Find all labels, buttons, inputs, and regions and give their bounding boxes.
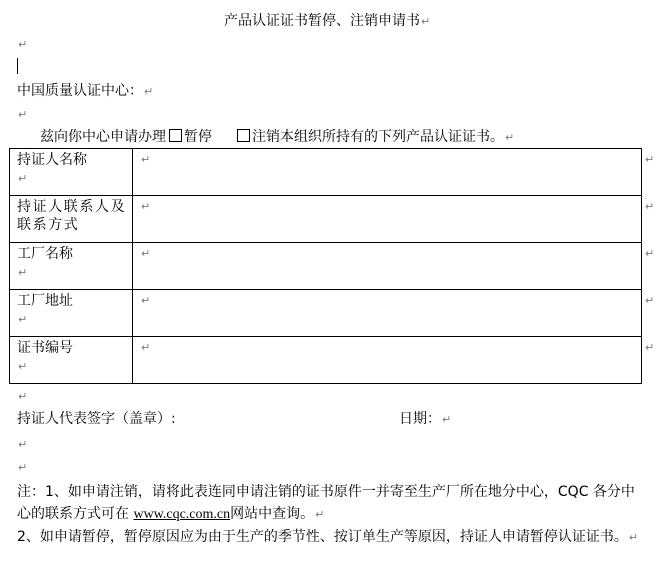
factory-name-label: 工厂名称	[17, 246, 73, 262]
certificate-number-label-cell	[10, 337, 133, 384]
paragraph-mark-icon	[18, 313, 27, 326]
request-line	[40, 128, 514, 147]
table-row	[10, 149, 642, 196]
table-row	[10, 196, 642, 243]
paragraph-mark-icon	[18, 172, 27, 185]
blank-line	[17, 387, 27, 406]
paragraph-mark-icon	[18, 438, 27, 451]
note-1-suffix: 网站中查询。	[230, 506, 315, 522]
paragraph-mark-icon	[144, 85, 153, 98]
cqc-website-link[interactable]: www.cqc.com.cn	[133, 507, 231, 522]
note-2-text: 2、如申请暂停，暂停原因应为由于生产的季节性、按订单生产等原因，持证人申请暂停认证证书。	[17, 529, 628, 545]
paragraph-mark-icon	[18, 266, 27, 279]
blank-line	[17, 435, 27, 454]
certificate-number-label: 证书编号	[17, 340, 73, 356]
holder-name-field[interactable]	[133, 149, 642, 196]
paragraph-mark-icon	[141, 341, 150, 354]
factory-address-label: 工厂地址	[17, 293, 73, 309]
document-title	[224, 12, 430, 31]
paragraph-mark-icon	[629, 531, 638, 544]
date-label: 日期：	[399, 411, 441, 427]
row-end-mark-icon	[645, 341, 654, 354]
certificate-form-table	[9, 148, 642, 384]
paragraph-mark-icon	[421, 15, 430, 28]
paragraph-mark-icon	[18, 108, 27, 121]
row-end-mark-icon	[645, 153, 654, 166]
paragraph-mark-icon	[442, 413, 451, 426]
recipient-line	[17, 82, 153, 101]
certificate-number-field[interactable]	[133, 337, 642, 384]
paragraph-mark-icon	[18, 360, 27, 373]
paragraph-mark-icon	[18, 38, 27, 51]
table-row	[10, 290, 642, 337]
row-end-mark-icon	[645, 294, 654, 307]
paragraph-mark-icon	[141, 247, 150, 260]
table-row	[10, 337, 642, 384]
cancel-checkbox[interactable]	[237, 129, 250, 142]
note-1	[17, 481, 642, 526]
signature-label: 持证人代表签字（盖章）:	[17, 411, 176, 427]
factory-address-label-cell	[10, 290, 133, 337]
recipient-text: 中国质量认证中心：	[17, 83, 143, 99]
paragraph-mark-icon	[141, 294, 150, 307]
signature-line	[17, 410, 176, 428]
factory-name-field[interactable]	[133, 243, 642, 290]
request-prefix: 兹向你中心申请办理	[40, 129, 166, 145]
paragraph-mark-icon	[141, 200, 150, 213]
note-1-text: 注：1、如申请注销，请将此表连同申请注销的证书原件一并寄至生产厂所在地分中心，CQC 各分中心的联系方式可在	[17, 484, 635, 522]
contact-label: 持证人联系人及联系方式	[17, 199, 127, 233]
date-line	[399, 410, 451, 429]
row-end-mark-icon	[645, 200, 654, 213]
paragraph-mark-icon	[315, 508, 324, 521]
blank-line	[17, 105, 27, 124]
title-text: 产品认证证书暂停、注销申请书	[224, 13, 420, 29]
paragraph-mark-icon	[141, 153, 150, 166]
holder-name-label-cell	[10, 149, 133, 196]
row-end-mark-icon	[645, 247, 654, 260]
table-row	[10, 243, 642, 290]
paragraph-mark-icon	[18, 461, 27, 474]
factory-address-field[interactable]	[133, 290, 642, 337]
note-2	[17, 526, 642, 549]
blank-line	[17, 458, 27, 477]
suspend-label: 暂停	[184, 129, 212, 145]
cancel-label: 注销本组织所持有的下列产品认证证书。	[252, 129, 504, 145]
holder-name-label: 持证人名称	[17, 152, 87, 168]
contact-label-cell	[10, 196, 133, 243]
blank-line	[17, 35, 27, 54]
text-cursor	[17, 58, 18, 74]
contact-field[interactable]	[133, 196, 642, 243]
paragraph-mark-icon	[505, 131, 514, 144]
factory-name-label-cell	[10, 243, 133, 290]
paragraph-mark-icon	[18, 390, 27, 403]
suspend-checkbox[interactable]	[169, 129, 182, 142]
